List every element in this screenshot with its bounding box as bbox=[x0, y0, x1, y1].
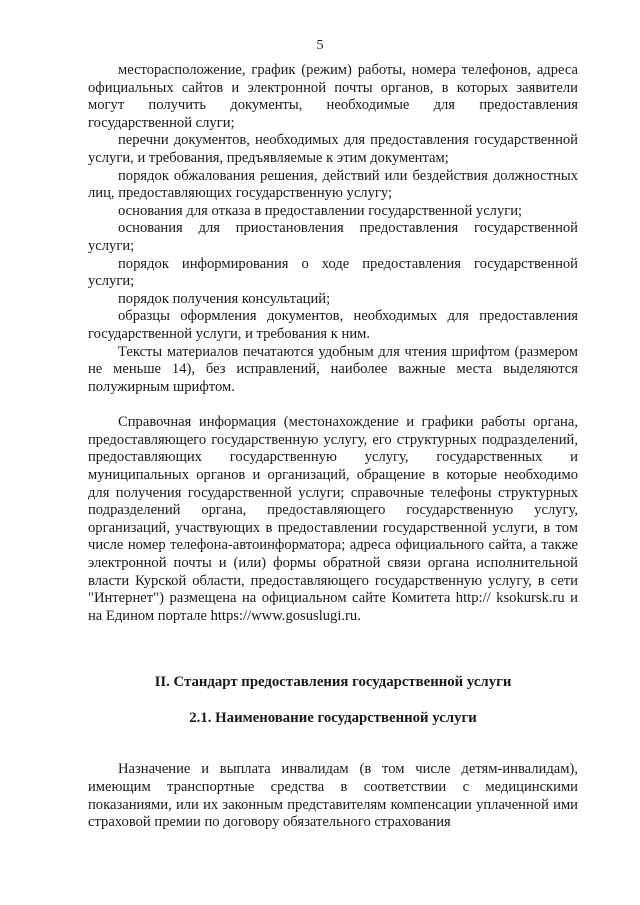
paragraph-refusal-grounds: основания для отказа в предоставлении государственной услуги; bbox=[118, 202, 523, 219]
subsection-heading: 2.1. Наименование государственной услуги bbox=[189, 710, 477, 727]
paragraph-service-name: Назначение и выплата инвалидам (в том числе детям-инвалидам), имеющим транспортные средства в соответствии с медицинскими показаниями, или их законным представителям компенсации уплаченной ими страховой премии по договору обязательного страхования bbox=[88, 761, 578, 831]
page-number: 5 bbox=[316, 38, 324, 53]
paragraph-document-lists: перечни документов, необходимых для предоставления государственной услуги, и требования, предъявляемые к этим документам; bbox=[88, 132, 578, 166]
paragraph-informing-procedure: порядок информирования о ходе предоставления государственной услуги; bbox=[88, 255, 578, 290]
paragraph-consultations: порядок получения консультаций; bbox=[118, 290, 331, 307]
paragraph-font-requirements: Тексты материалов печатаются удобным для чтения шрифтом (размером не меньше 14), без исправлений, наиболее важные места выделяются полужирным шрифтом. bbox=[88, 343, 578, 395]
paragraph-document-samples: образцы оформления документов, необходимых для предоставления государственной услуги, и требования к ним. bbox=[88, 308, 578, 342]
paragraph-location-schedule: месторасположение, график (режим) работы, номера телефонов, адреса официальных сайтов и электронной почты органов, в которых заявители могут получить документы, необходимые для предоставления государственной слуги; bbox=[88, 62, 578, 131]
paragraph-appeal-procedure: порядок обжалования решения, действий или бездействия должностных лиц, предоставляющих государственную услугу; bbox=[88, 167, 578, 202]
page-content bbox=[88, 62, 578, 832]
paragraph-suspension-grounds: основания для приостановления предоставления государственной услуги; bbox=[88, 220, 578, 254]
section-heading: II. Стандарт предоставления государственной услуги bbox=[154, 674, 512, 691]
paragraph-reference-information: Справочная информация (местонахождение и графики работы органа, предоставляющего государственную услугу, его структурных подразделений, предоставляющих государственную услугу, государственных и муниципальных органов и организаций, обращение в которые необходимо для получения государственной услуги; справочные телефоны структурных подразделений органа, предоставляющего государственную услугу, организаций, участвующих в предоставлении государственной услуги, в том числе номер телефона-автоинформатора; адреса официального сайта, а также электронной почты и (или) формы обратной связи органа исполнительной власти Курской области, предоставляющего государственную услугу, в сети "Интернет") размещена на официальном сайте Комитета http:// ksokursk.ru и на Едином портале https://www.gosuslugi.ru. bbox=[88, 414, 578, 624]
